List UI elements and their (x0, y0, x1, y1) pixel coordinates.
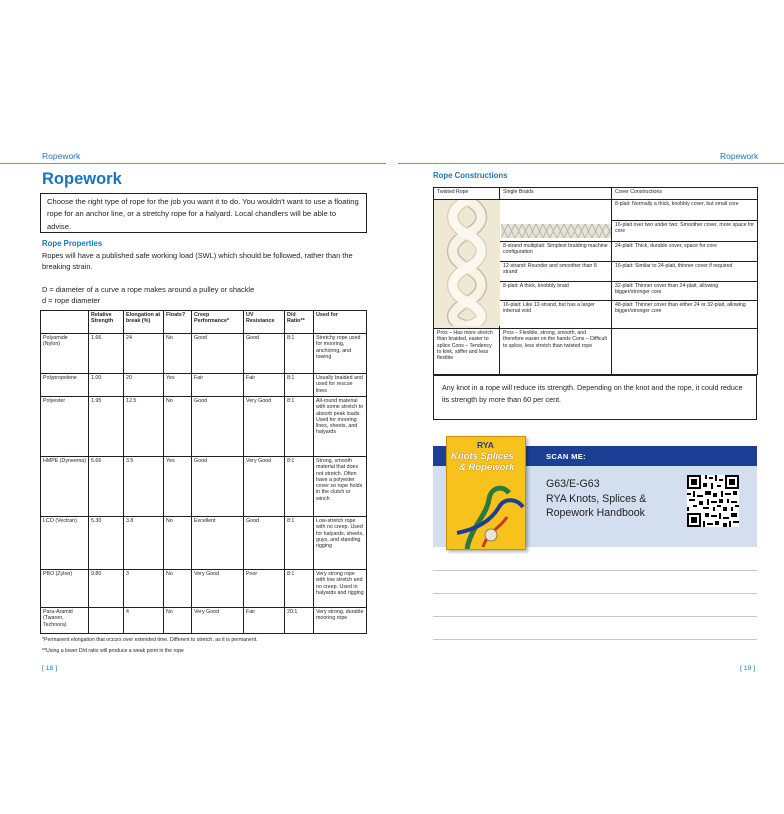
table-cell: Fair (192, 374, 244, 397)
table-cell: 5.30 (89, 517, 124, 570)
cover-row: 32-plait: Thinner cover than 24-plait, allowing bigger/stronger core (612, 282, 757, 301)
cover-row: 48-plait: Thinner cover than either 24 or 32-plait, allowing bigger/stronger core (615, 302, 746, 315)
braid-row: 8-strand multiplait: Simplest braiding machine configuration (500, 242, 611, 262)
table-cell: 24 (124, 334, 164, 374)
table-header: Cover Constructions (612, 188, 758, 200)
table-cell: Very Good (192, 608, 244, 634)
table-cell: No (164, 570, 192, 608)
table-cell: No (164, 517, 192, 570)
table-cell: Polypropolene (41, 374, 89, 397)
rope-properties-heading: Rope Properties (42, 239, 103, 248)
braid-image-area (500, 200, 611, 242)
table-row (41, 457, 367, 517)
table-cell: Good (244, 334, 285, 374)
table-cell: 8:1 (285, 334, 314, 374)
braid-row: 16-plait: Like 12-strand, but has a larger internal void (503, 302, 595, 315)
twisted-rope-image-cell (434, 200, 500, 329)
table-cell: 8:1 (285, 397, 314, 457)
table-cell: Good (192, 457, 244, 517)
table-cell: 9.80 (89, 570, 124, 608)
book-brand: RYA (477, 440, 494, 450)
table-cell: Good (192, 397, 244, 457)
book-title-line1: Knots Splices (451, 451, 514, 462)
cover-row: 24-plait: Thick, durable cover, space for core (612, 242, 757, 262)
table-cell: Fair (244, 608, 285, 634)
product-title-line2: Ropework Handbook (546, 507, 645, 519)
table-cell: All-round material with some stretch to absorb peak loads. Used for mooring lines, sheets, and halyards (314, 397, 367, 457)
running-head-right: Ropework (720, 151, 759, 161)
table-row (41, 517, 367, 570)
table-header: UV Resistance (244, 311, 285, 334)
rope-properties-text: Ropes will have a published safe working load (SWL) which should be followed, rather than the breaking strain. (42, 251, 353, 271)
table-cell: Good (192, 334, 244, 374)
table-cell: Very strong, durable mooring rope (314, 608, 367, 634)
single-braids-cell (500, 200, 612, 329)
cover-pros-cons (612, 329, 758, 375)
table-cell: 3 (124, 570, 164, 608)
table-row (41, 334, 367, 374)
table-header: Creep Performance* (192, 311, 244, 334)
table-cell: Very Good (244, 457, 285, 517)
table-cell: Fair (244, 374, 285, 397)
rope-constructions-heading: Rope Constructions (433, 171, 508, 180)
cover-row: 8-plait: Normally a thick, knobbly cover, but small core (612, 200, 757, 221)
braided-rope-image (501, 224, 611, 238)
table-row (41, 608, 367, 634)
table-cell: Strong, smooth material that does not stretch. Often have a polyester cover so rope holds in the clutch or winch (314, 457, 367, 517)
footnote-ratio: **Using a lower D/d ratio will produce a weak point in the rope (42, 648, 184, 654)
header-rule-right (398, 163, 784, 164)
table-cell: 8:1 (285, 457, 314, 517)
table-cell: Low-stretch rope with no creep. Used for halyards, sheets, guys, and standing rigging (314, 517, 367, 570)
cover-constructions-cell (612, 200, 758, 329)
rope-constructions-table (433, 187, 758, 375)
table-header: Relative Strength (89, 311, 124, 334)
scan-me-label: SCAN ME: (546, 452, 586, 461)
intro-box: Choose the right type of rope for the job you want it to do. You wouldn't want to use a floating rope for an anchor line, or a stretchy rope for a halyard. Local chandlers will be able to advise. (40, 193, 367, 233)
table-cell: 1.00 (89, 374, 124, 397)
product-code: G63/E-G63 (546, 478, 600, 490)
braid-row: 8-plait: A thick, knobbly braid (500, 282, 611, 301)
table-cell: Yes (164, 457, 192, 517)
table-cell: 3.5 (124, 457, 164, 517)
table-cell: Poor (244, 570, 285, 608)
table-cell: 8:1 (285, 374, 314, 397)
table-cell: Polyester (41, 397, 89, 457)
table-header: Used for (314, 311, 367, 334)
table-cell: 8:1 (285, 517, 314, 570)
book-rope-illustration (447, 437, 526, 550)
page-number-left: [ 18 ] (42, 665, 58, 672)
knot-warning-box: Any knot in a rope will reduce its strength. Depending on the knot and the rope, it could reduce its strength by more than 60 per cent. (433, 375, 757, 420)
table-cell (89, 608, 124, 634)
braid-row: 12-strand: Rounder and smoother than 8 strand (500, 262, 611, 282)
page-title: Ropework (42, 170, 122, 188)
rope-properties-table (40, 310, 367, 634)
table-cell: 20:1 (285, 608, 314, 634)
table-cell: 4 (124, 608, 164, 634)
table-cell: Very Good (244, 397, 285, 457)
table-cell: 5.66 (89, 457, 124, 517)
table-cell: 1.66 (89, 334, 124, 374)
table-header-row (434, 188, 758, 200)
table-row (41, 570, 367, 608)
table-cell: 20 (124, 374, 164, 397)
table-header: Floats? (164, 311, 192, 334)
table-cell: 1.95 (89, 397, 124, 457)
header-rule-left (0, 163, 386, 164)
table-cell: Very Good (192, 570, 244, 608)
table-cell: No (164, 608, 192, 634)
table-cell: Usually braided and used for rescue lines (314, 374, 367, 397)
definition-D: D = diameter of a curve a rope makes around a pulley or shackle (42, 285, 255, 294)
table-row (41, 397, 367, 457)
table-cell: 12.5 (124, 397, 164, 457)
table-cell: Good (244, 517, 285, 570)
qr-code[interactable] (687, 475, 739, 527)
table-header: D/d Ratio** (285, 311, 314, 334)
table-header: Single Braids (500, 188, 612, 200)
table-cell: No (164, 397, 192, 457)
table-cell: Para-Aramid (Twaron, Technora) (41, 608, 89, 634)
table-cell: PBO (Zylon) (41, 570, 89, 608)
product-title-line1: RYA Knots, Splices & (546, 493, 647, 505)
cover-row: 16-plait over two under two: Smoother cover, more space for core (612, 221, 757, 242)
running-head-left: Ropework (42, 151, 81, 161)
note-line (433, 570, 757, 571)
definition-d: d = rope diameter (42, 296, 101, 305)
twisted-pros-cons: Pros – Has more stretch than braided, easier to splice Cons – Tendency to kink, stiffer and less flexible (434, 329, 500, 375)
table-cell: 3.8 (124, 517, 164, 570)
table-cell: LCO (Vectran) (41, 517, 89, 570)
table-row (434, 200, 758, 329)
page-number-right: [ 19 ] (740, 665, 756, 672)
footnote-creep: *Permanent elongation that occurs over extended time. Different to stretch, as it is permanent. (42, 637, 258, 643)
cover-row: 16-plait: Similar to 24-plait, thinner cover if required (612, 262, 757, 282)
table-cell: Excellent (192, 517, 244, 570)
twisted-rope-image (434, 200, 500, 326)
book-title-line2: & Ropework (459, 462, 515, 473)
qr-code-icon (687, 475, 739, 527)
table-cell: Stretchy rope used for mooring, anchoring, and towing (314, 334, 367, 374)
table-row (434, 329, 758, 375)
table-row (41, 374, 367, 397)
table-cell: Polyamide (Nylon) (41, 334, 89, 374)
table-header: Twisted Rope (434, 188, 500, 200)
table-header-row (41, 311, 367, 334)
note-line (433, 593, 757, 594)
table-cell: Very strong rope with low stretch and no creep. Used in halyards and rigging (314, 570, 367, 608)
note-line (433, 616, 757, 617)
braid-pros-cons: Pros – Flexible, strong, smooth, and therefore easier on the hands Cons – Difficult to splice, less stretch than twisted rope (500, 329, 612, 375)
note-line (433, 639, 757, 640)
table-cell: Yes (164, 374, 192, 397)
table-cell: 8:1 (285, 570, 314, 608)
table-header: Elongation at break (%) (124, 311, 164, 334)
table-cell: No (164, 334, 192, 374)
table-cell: HMPE (Dyneema) (41, 457, 89, 517)
handbook-cover-image (446, 436, 526, 550)
table-header (41, 311, 89, 334)
